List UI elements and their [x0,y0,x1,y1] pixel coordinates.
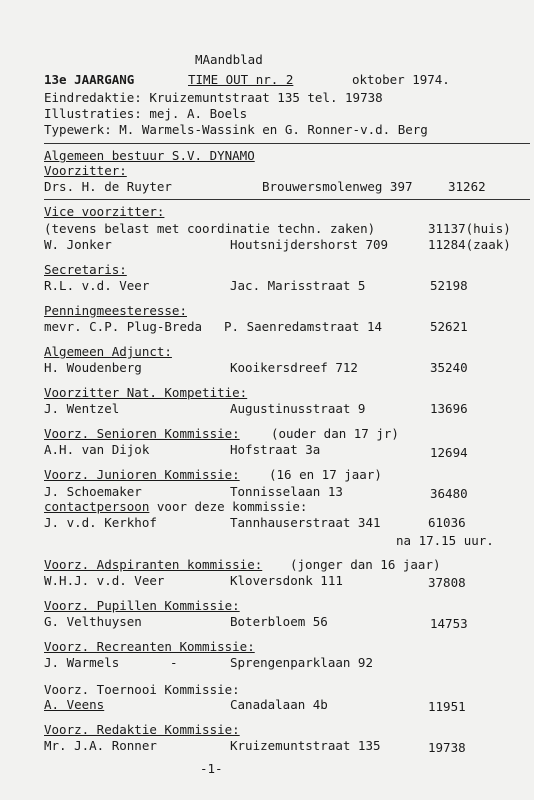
issue-label: TIME OUT nr. 2 [188,72,294,87]
entry-name: W. Jonker [44,237,112,252]
entry-address: Canadalaan 4b [230,697,328,712]
entry-address: Sprengenparklaan 92 [230,655,373,670]
entry-title-adspiranten: Voorz. Adspiranten kommissie: [44,557,263,572]
entry-address: Kloversdonk 111 [230,573,343,588]
contact-note: na 17.15 uur. [396,533,494,548]
entry-address: Hofstraat 3a [230,442,321,457]
entry-name: Mr. J.A. Ronner [44,738,157,753]
entry-phone: 31262 [448,179,486,194]
entry-title-secretaris: Secretaris: [44,262,127,277]
entry-title-redaktie: Voorz. Redaktie Kommissie: [44,722,240,737]
entry-title-suffix: (16 en 17 jaar) [269,467,382,482]
entry-name: H. Woudenberg [44,360,142,375]
entry-title-nat-kompetitie: Voorzitter Nat. Kompetitie: [44,385,248,400]
entry-note-phone: 31137(huis) [428,221,511,236]
entry-name: A. Veens [44,697,105,712]
entry-title-voorzitter: Voorzitter: [44,163,127,178]
entry-phone: 11951 [428,699,466,714]
board-heading: Algemeen bestuur S.V. DYNAMO [44,148,255,163]
entry-address: Boterbloem 56 [230,614,328,629]
entry-phone: 35240 [430,360,468,375]
entry-address: Kooikersdreef 712 [230,360,358,375]
entry-title-pupillen: Voorz. Pupillen Kommissie: [44,598,240,613]
contact-address: Tannhauserstraat 341 [230,515,381,530]
entry-title-senioren: Voorz. Senioren Kommissie: [44,426,240,441]
typewerk-line: Typewerk: M. Warmels-Wassink en G. Ronner-v.d. Berg [44,122,428,137]
entry-title-junioren: Voorz. Junioren Kommissie: [44,467,240,482]
entry-phone: 19738 [428,740,466,755]
entry-phone: 13696 [430,401,468,416]
entry-name: Drs. H. de Ruyter [44,179,172,194]
entry-phone: 52621 [430,319,468,334]
contact-label-text: contactpersoon [44,499,150,514]
entry-name: A.H. van Dijok [44,442,150,457]
entry-name: R.L. v.d. Veer [44,278,150,293]
entry-name: J. Wentzel [44,401,120,416]
entry-phone: 52198 [430,278,468,293]
entry-title-algemeen-adjunct: Algemeen Adjunct: [44,344,172,359]
entry-address: P. Saenredamstraat 14 [224,319,383,334]
entry-phone: 12694 [430,445,468,460]
eindredaktie-line: Eindredaktie: Kruizemuntstraat 135 tel. 19738 [44,90,383,105]
contact-suffix: voor deze kommissie: [156,499,308,514]
issue-date: oktober 1974. [352,72,450,87]
divider [44,199,530,200]
entry-name: J. Schoemaker [44,484,142,499]
entry-address: Augustinusstraat 9 [230,401,366,416]
entry-title-recreanten: Voorz. Recreanten Kommissie: [44,639,255,654]
entry-title-vice-voorzitter: Vice voorzitter: [44,204,165,219]
contact-phone: 61036 [428,515,466,530]
entry-title-suffix: (jonger dan 16 jaar) [290,557,441,572]
entry-phone: 36480 [430,486,468,501]
entry-name: mevr. C.P. Plug-Breda [44,319,203,334]
entry-phone: 11284(zaak) [428,237,511,252]
entry-title-suffix: (ouder dan 17 jr) [271,426,399,441]
entry-phone: 14753 [430,616,468,631]
illustraties-line: Illustraties: mej. A. Boels [44,106,248,121]
entry-title-toernooi: Voorz. Toernooi Kommissie: [44,682,240,697]
divider [44,143,530,144]
entry-address: Houtsnijdershorst 709 [230,237,389,252]
entry-phone: 37808 [428,575,466,590]
contact-label [44,500,307,514]
page-number: -1- [200,761,223,776]
entry-name: G. Velthuysen [44,614,142,629]
entry-name: W.H.J. v.d. Veer [44,573,165,588]
entry-address: Brouwersmolenweg 397 [262,179,413,194]
entry-note: (tevens belast met coordinatie techn. zaken) [44,221,376,236]
entry-address: Tonnisselaan 13 [230,484,343,499]
contact-name: J. v.d. Kerkhof [44,515,157,530]
entry-name: J. Warmels [44,655,120,670]
entry-title-penningmeesteresse: Penningmeesteresse: [44,303,187,318]
jaargang: 13e JAARGANG [44,72,135,87]
entry-address: Kruizemuntstraat 135 [230,738,381,753]
newsletter-title: MAandblad [195,52,263,67]
dash-mark: - [170,655,178,670]
entry-address: Jac. Marisstraat 5 [230,278,366,293]
